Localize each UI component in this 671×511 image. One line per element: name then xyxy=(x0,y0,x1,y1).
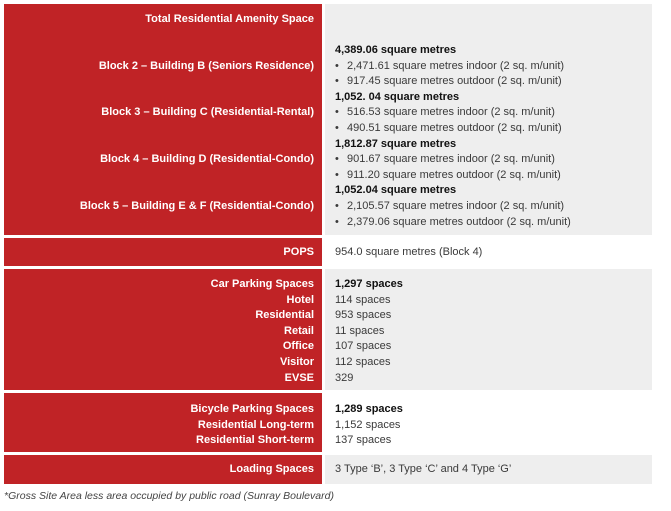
pops-value-cell xyxy=(322,238,652,266)
car-visitor-value: 112 spaces xyxy=(335,355,391,368)
bicycle-parking-total: 1,289 spaces xyxy=(335,403,403,415)
car-evse-value: 329 xyxy=(335,371,354,384)
list-item: • 516.53 square metres indoor (2 sq. m/unit) xyxy=(335,105,652,121)
block-2-label: Block 2 – Building B (Seniors Residence) xyxy=(98,59,314,72)
block-3-total: 1,052. 04 square metres xyxy=(335,90,460,103)
pops-row xyxy=(4,238,652,269)
bicycle-long-term-label: Residential Long-term xyxy=(197,418,314,431)
amenity-values xyxy=(322,4,652,235)
car-parking-row xyxy=(4,269,652,393)
loading-label: Loading Spaces xyxy=(229,463,314,475)
bicycle-parking-label: Bicycle Parking Spaces xyxy=(190,403,314,415)
bicycle-parking-row xyxy=(4,393,652,455)
car-retail-label: Retail xyxy=(284,324,314,337)
list-item: • 911.20 square metres outdoor (2 sq. m/unit) xyxy=(335,168,652,184)
car-hotel-label: Hotel xyxy=(286,293,314,306)
car-hotel-value: 114 spaces xyxy=(335,293,391,306)
bicycle-long-term-value: 1,152 spaces xyxy=(335,418,401,431)
loading-row xyxy=(4,455,652,484)
car-visitor-label: Visitor xyxy=(279,355,314,368)
car-parking-label: Car Parking Spaces xyxy=(210,278,314,290)
list-item: • 2,471.61 square metres indoor (2 sq. m/unit) xyxy=(335,59,652,75)
pops-label-cell xyxy=(4,238,322,266)
amenity-row xyxy=(4,4,652,238)
car-parking-labels xyxy=(4,269,322,390)
bicycle-parking-values xyxy=(322,393,652,452)
list-item: • 2,105.57 square metres indoor (2 sq. m/unit) xyxy=(335,199,652,215)
car-retail-value: 11 spaces xyxy=(335,324,385,337)
block-4-total: 1,812.87 square metres xyxy=(335,137,457,150)
car-office-label: Office xyxy=(282,340,314,353)
footnote: *Gross Site Area less area occupied by public road (Sunray Boulevard) xyxy=(4,490,334,502)
car-residential-label: Residential xyxy=(255,309,314,322)
block-3-label: Block 3 – Building C (Residential-Rental) xyxy=(101,106,314,119)
statistics-table xyxy=(4,4,652,484)
pops-label: POPS xyxy=(283,246,314,258)
loading-value-cell xyxy=(322,455,652,484)
bicycle-short-term-value: 137 spaces xyxy=(335,434,392,447)
car-office-value: 107 spaces xyxy=(335,340,392,353)
loading-value: 3 Type ‘B’, 3 Type ‘C’ and 4 Type ‘G’ xyxy=(335,463,512,475)
bicycle-parking-labels xyxy=(4,393,322,452)
block-2-total: 4,389.06 square metres xyxy=(335,44,457,56)
block-5-total: 1,052.04 square metres xyxy=(335,184,457,197)
bicycle-short-term-label: Residential Short-term xyxy=(196,434,314,447)
block-5-label: Block 5 – Building E & F (Residential-Condo) xyxy=(79,199,314,212)
car-residential-value: 953 spaces xyxy=(335,309,392,322)
pops-value: 954.0 square metres (Block 4) xyxy=(335,246,483,258)
list-item: • 2,379.06 square metres outdoor (2 sq. m/unit) xyxy=(335,215,652,231)
amenity-header: Total Residential Amenity Space xyxy=(145,13,314,25)
amenity-labels xyxy=(4,4,322,235)
car-parking-total: 1,297 spaces xyxy=(335,278,403,290)
loading-label-cell xyxy=(4,455,322,484)
car-evse-label: EVSE xyxy=(284,371,314,384)
list-item: • 490.51 square metres outdoor (2 sq. m/unit) xyxy=(335,121,652,137)
car-parking-values xyxy=(322,269,652,390)
block-4-label: Block 4 – Building D (Residential-Condo) xyxy=(100,153,314,166)
list-item: • 917.45 square metres outdoor (2 sq. m/unit) xyxy=(335,74,652,90)
list-item: • 901.67 square metres indoor (2 sq. m/unit) xyxy=(335,152,652,168)
